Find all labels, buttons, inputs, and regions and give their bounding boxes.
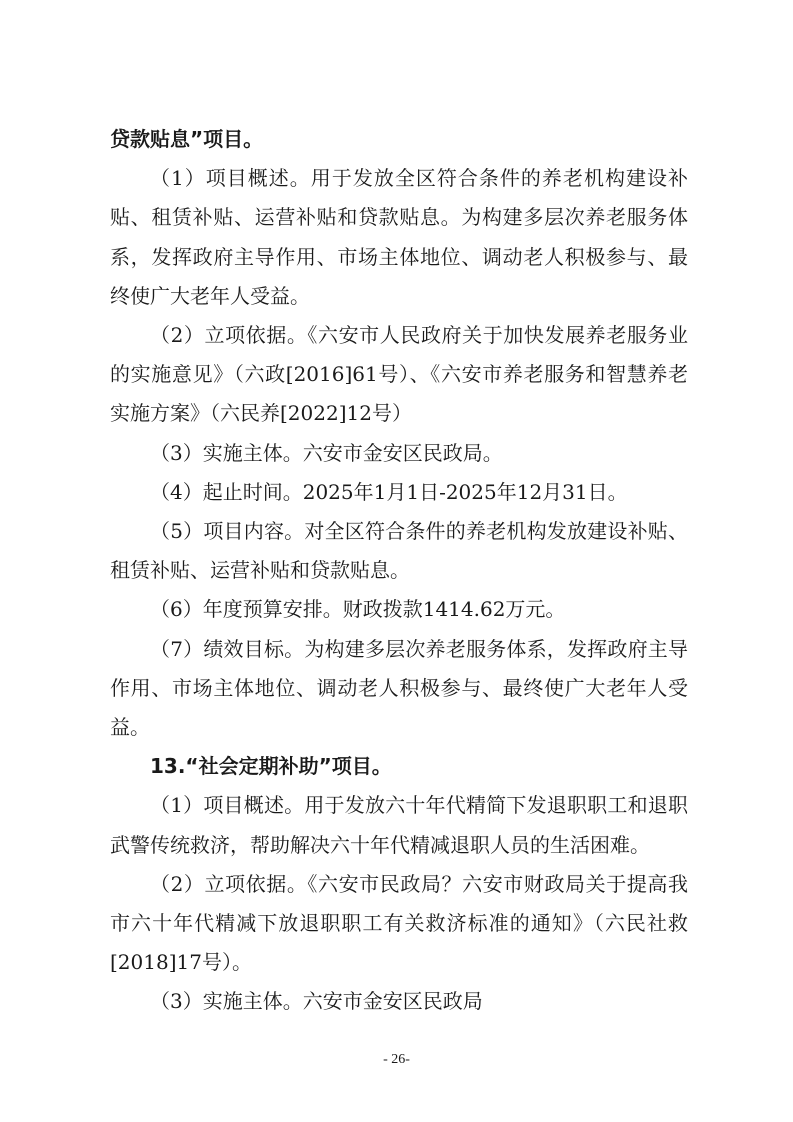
paragraph-overview: （1）项目概述。用于发放全区符合条件的养老机构建设补贴、租赁补贴、运营补贴和贷款贴息。为构建多层次养老服务体系，发挥政府主导作用、市场主体地位、调动老人积极参与、最终使广大老年人受益。 — [110, 166, 688, 308]
section-heading-continued: 贷款贴息”项目。 — [110, 127, 264, 151]
paragraph-implementer: （3）实施主体。六安市金安区民政局。 — [150, 440, 503, 465]
document-body — [110, 120, 688, 1022]
paragraph-implementer-13: （3）实施主体。六安市金安区民政局 — [150, 989, 483, 1014]
paragraph-basis-13: （2）立项依据。《六安市民政局？六安市财政局关于提高我市六十年代精减下放退职职工有关救济标准的通知》（六民社救[2018]17号）。 — [110, 871, 688, 975]
paragraph-basis: （2）立项依据。《六安市人民政府关于加快发展养老服务业的实施意见》（六政[2016]61号）、《六安市养老服务和智慧养老实施方案》（六民养[2022]12号） — [110, 323, 688, 426]
paragraph-budget: （6）年度预算安排。财政拨款1414.62万元。 — [150, 597, 566, 622]
paragraph-period: （4）起止时间。2025年1月1日-2025年12月31日。 — [150, 479, 628, 504]
paragraph-content: （5）项目内容。对全区符合条件的养老机构发放建设补贴、租赁补贴、运营补贴和贷款贴息。 — [110, 519, 688, 583]
section-heading-13: 13.“社会定期补助”项目。 — [150, 754, 392, 779]
paragraph-goals: （7）绩效目标。为构建多层次养老服务体系，发挥政府主导作用、市场主体地位、调动老人积极参与、最终使广大老年人受益。 — [110, 636, 688, 740]
page-number: - 26- — [383, 1052, 410, 1067]
paragraph-overview-13: （1）项目概述。用于发放六十年代精简下发退职职工和退职武警传统救济，帮助解决六十年代精减退职人员的生活困难。 — [110, 793, 688, 857]
